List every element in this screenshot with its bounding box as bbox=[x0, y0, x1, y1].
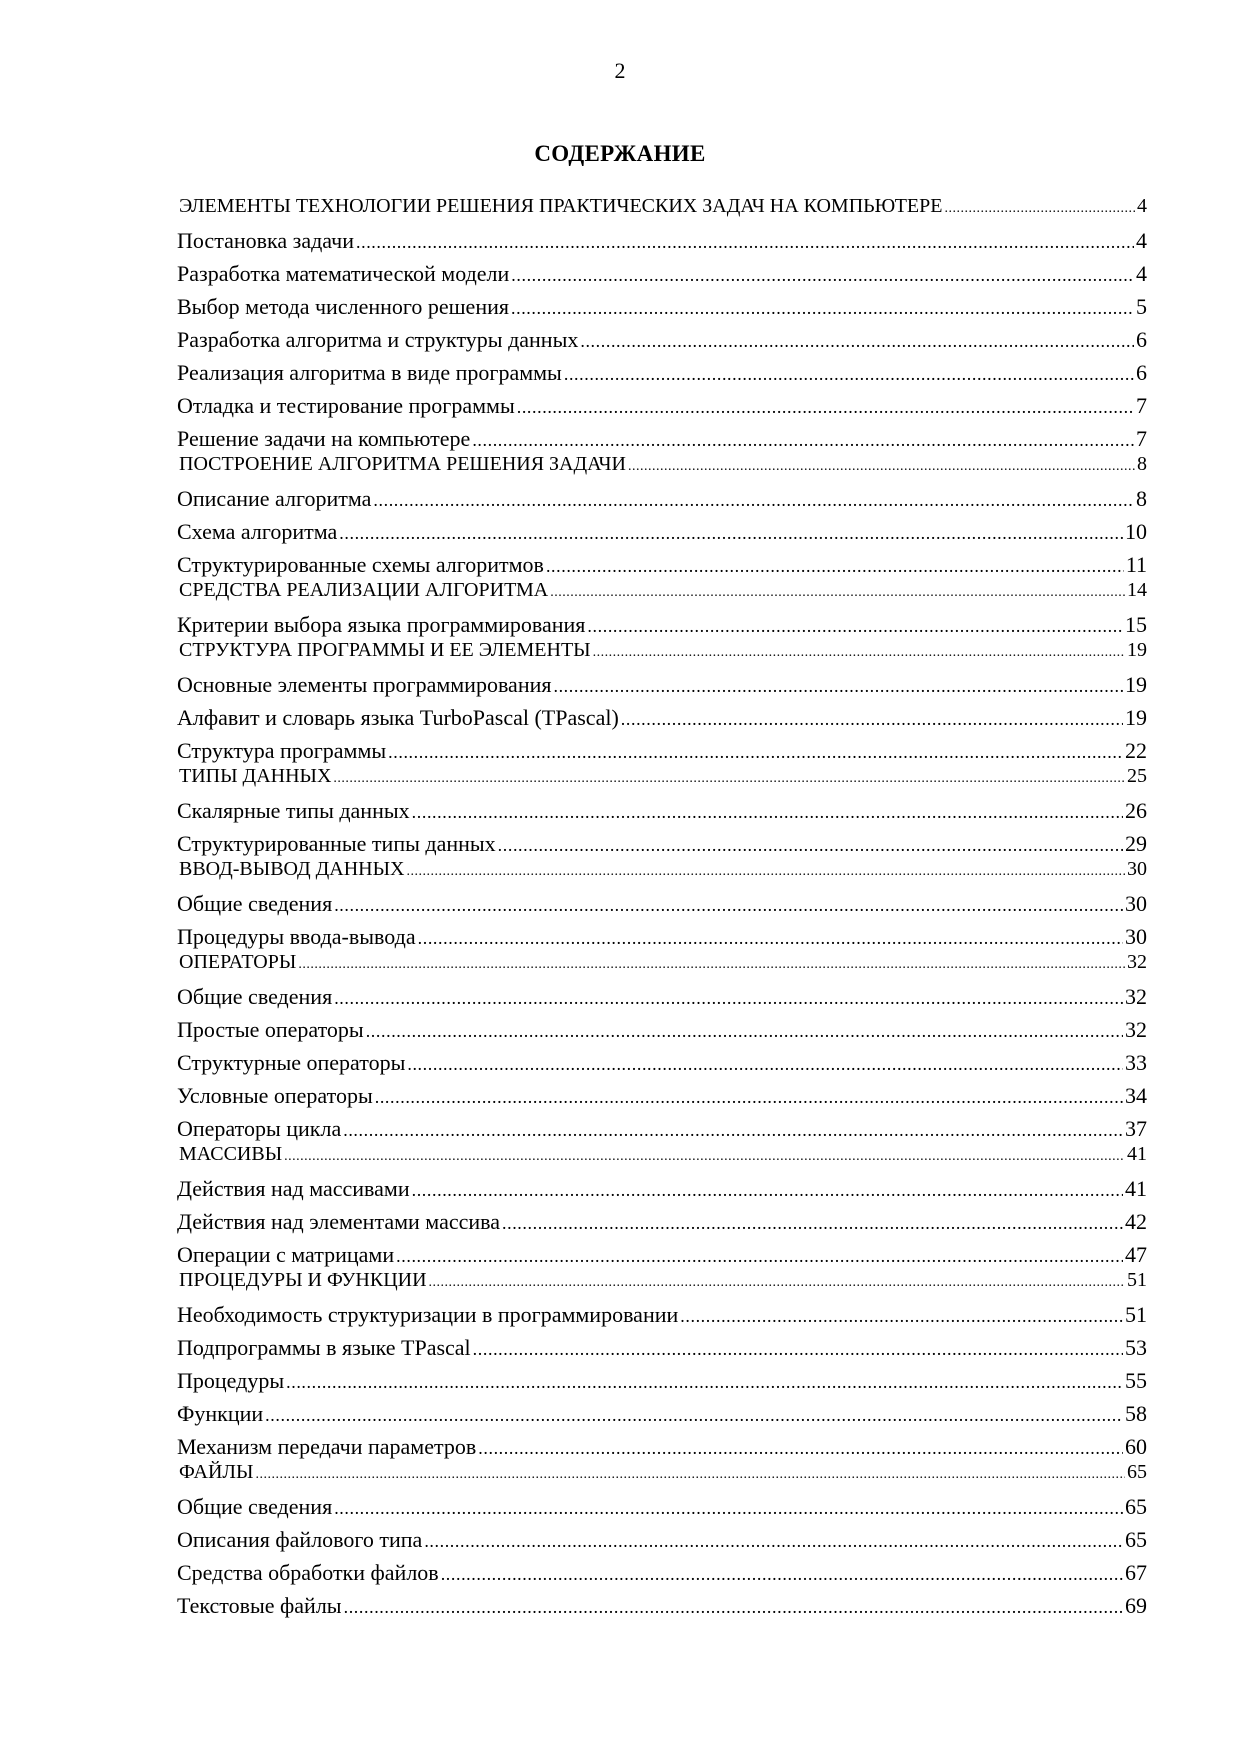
toc-dot-leader bbox=[441, 1564, 1123, 1585]
toc-entry-label: Разработка математической модели bbox=[177, 261, 510, 286]
toc-dot-leader bbox=[621, 709, 1123, 730]
toc-dot-leader bbox=[286, 1372, 1123, 1393]
toc-entry-page: 26 bbox=[1125, 798, 1147, 823]
toc-dot-leader bbox=[550, 585, 1125, 601]
toc-dot-leader bbox=[333, 771, 1125, 787]
toc-dot-leader bbox=[553, 676, 1123, 697]
toc-section-entry bbox=[177, 1560, 1147, 1586]
toc-dot-leader bbox=[339, 523, 1123, 544]
toc-entry-page: 6 bbox=[1136, 360, 1147, 385]
toc-entry-label: Структура программы bbox=[177, 738, 387, 763]
toc-entry-page: 69 bbox=[1125, 1593, 1147, 1618]
toc-chapter-entry bbox=[177, 195, 1147, 218]
toc-section-entry bbox=[177, 294, 1147, 320]
toc-entry-label: Структурные операторы bbox=[177, 1050, 406, 1075]
toc-entry-page: 15 bbox=[1125, 612, 1147, 637]
toc-section-entry bbox=[177, 984, 1147, 1010]
toc-entry-label: Отладка и тестирование программы bbox=[177, 393, 515, 418]
toc-section-entry bbox=[177, 831, 1147, 857]
toc-dot-leader bbox=[388, 742, 1123, 763]
toc-chapter-entry bbox=[177, 1461, 1147, 1484]
toc-dot-leader bbox=[593, 645, 1125, 661]
toc-entry-page: 25 bbox=[1127, 765, 1147, 787]
toc-section-entry bbox=[177, 738, 1147, 764]
toc-section-entry bbox=[177, 1083, 1147, 1109]
toc-entry-label: СТРУКТУРА ПРОГРАММЫ И ЕЕ ЭЛЕМЕНТЫ bbox=[179, 639, 591, 661]
toc-dot-leader bbox=[502, 1213, 1123, 1234]
toc-chapter-entry bbox=[177, 453, 1147, 476]
toc-entry-page: 65 bbox=[1125, 1527, 1147, 1552]
toc-dot-leader bbox=[498, 835, 1123, 856]
toc-dot-leader bbox=[344, 1597, 1123, 1618]
toc-entry-label: ЭЛЕМЕНТЫ ТЕХНОЛОГИИ РЕШЕНИЯ ПРАКТИЧЕСКИХ ЗАДАЧ НА КОМПЬЮТЕРЕ bbox=[179, 195, 943, 217]
toc-entry-label: ПРОЦЕДУРЫ И ФУНКЦИИ bbox=[179, 1269, 427, 1291]
toc-chapter-entry bbox=[177, 951, 1147, 974]
toc-entry-page: 47 bbox=[1125, 1242, 1147, 1267]
toc-chapter-entry bbox=[177, 1269, 1147, 1292]
toc-dot-leader bbox=[375, 1087, 1123, 1108]
toc-dot-leader bbox=[478, 1438, 1123, 1459]
toc-section-entry bbox=[177, 1176, 1147, 1202]
toc-dot-leader bbox=[356, 232, 1134, 253]
toc-entry-page: 32 bbox=[1127, 951, 1147, 973]
toc-entry-page: 14 bbox=[1127, 579, 1147, 601]
toc-entry-label: ОПЕРАТОРЫ bbox=[179, 951, 297, 973]
toc-entry-label: Операторы цикла bbox=[177, 1116, 342, 1141]
toc-entry-label: Операции с матрицами bbox=[177, 1242, 395, 1267]
toc-section-entry bbox=[177, 519, 1147, 545]
toc-dot-leader bbox=[396, 1246, 1123, 1267]
toc-dot-leader bbox=[412, 1180, 1123, 1201]
toc-dot-leader bbox=[429, 1275, 1125, 1291]
toc-dot-leader bbox=[564, 364, 1134, 385]
toc-dot-leader bbox=[284, 1149, 1125, 1165]
toc-dot-leader bbox=[473, 1339, 1123, 1360]
toc-entry-page: 55 bbox=[1125, 1368, 1147, 1393]
toc-dot-leader bbox=[366, 1021, 1123, 1042]
toc-entry-label: Описание алгоритма bbox=[177, 486, 372, 511]
toc-entry-page: 34 bbox=[1125, 1083, 1147, 1108]
toc-section-entry bbox=[177, 1494, 1147, 1520]
toc-entry-page: 32 bbox=[1125, 1017, 1147, 1042]
toc-entry-page: 19 bbox=[1125, 672, 1147, 697]
toc-section-entry bbox=[177, 1242, 1147, 1268]
toc-dot-leader bbox=[628, 459, 1135, 475]
toc-entry-page: 11 bbox=[1125, 552, 1147, 577]
toc-entry-label: МАССИВЫ bbox=[179, 1143, 283, 1165]
toc-entry-page: 42 bbox=[1125, 1209, 1147, 1234]
toc-entry-label: Необходимость структуризации в программировании bbox=[177, 1302, 679, 1327]
toc-entry-label: ПОСТРОЕНИЕ АЛГОРИТМА РЕШЕНИЯ ЗАДАЧИ bbox=[179, 453, 626, 475]
toc-entry-page: 8 bbox=[1137, 453, 1147, 475]
toc-section-entry bbox=[177, 1017, 1147, 1043]
toc-section-entry bbox=[177, 360, 1147, 386]
toc-entry-page: 33 bbox=[1125, 1050, 1147, 1075]
toc-dot-leader bbox=[472, 430, 1134, 451]
toc-dot-leader bbox=[546, 556, 1124, 577]
toc-entry-page: 41 bbox=[1127, 1143, 1147, 1165]
page-title: СОДЕРЖАНИЕ bbox=[534, 141, 706, 166]
toc-entry-label: Постановка задачи bbox=[177, 228, 354, 253]
toc-section-entry bbox=[177, 426, 1147, 452]
toc-section-entry bbox=[177, 1335, 1147, 1361]
toc-entry-page: 65 bbox=[1125, 1494, 1147, 1519]
toc-entry-label: Текстовые файлы bbox=[177, 1593, 342, 1618]
toc-entry-label: Основные элементы программирования bbox=[177, 672, 552, 697]
toc-section-entry bbox=[177, 1209, 1147, 1235]
toc-entry-label: ВВОД-ВЫВОД ДАННЫХ bbox=[179, 858, 405, 880]
toc-section-entry bbox=[177, 1368, 1147, 1394]
toc-entry-label: Решение задачи на компьютере bbox=[177, 426, 471, 451]
toc-dot-leader bbox=[298, 957, 1125, 973]
toc-entry-page: 6 bbox=[1136, 327, 1147, 352]
toc-entry-label: Критерии выбора языка программирования bbox=[177, 612, 586, 637]
toc-entry-label: Действия над массивами bbox=[177, 1176, 410, 1201]
toc-entry-label: Механизм передачи параметров bbox=[177, 1434, 477, 1459]
toc-entry-label: ТИПЫ ДАННЫХ bbox=[179, 765, 332, 787]
toc-entry-label: Простые операторы bbox=[177, 1017, 364, 1042]
toc-dot-leader bbox=[255, 1467, 1125, 1483]
toc-dot-leader bbox=[511, 298, 1134, 319]
toc-dot-leader bbox=[334, 988, 1123, 1009]
toc-section-entry bbox=[177, 798, 1147, 824]
toc-section-entry bbox=[177, 705, 1147, 731]
toc-section-entry bbox=[177, 612, 1147, 638]
toc-section-entry bbox=[177, 552, 1147, 578]
toc-section-entry bbox=[177, 327, 1147, 353]
toc-dot-leader bbox=[511, 265, 1134, 286]
toc-entry-page: 41 bbox=[1125, 1176, 1147, 1201]
toc-entry-page: 8 bbox=[1136, 486, 1147, 511]
toc-entry-page: 65 bbox=[1127, 1461, 1147, 1483]
toc-entry-label: Реализация алгоритма в виде программы bbox=[177, 360, 562, 385]
toc-entry-label: СРЕДСТВА РЕАЛИЗАЦИИ АЛГОРИТМА bbox=[179, 579, 549, 601]
toc-section-entry bbox=[177, 1050, 1147, 1076]
toc-entry-label: Общие сведения bbox=[177, 1494, 333, 1519]
toc-entry-label: Алфавит и словарь языка TurboPascal (TPascal) bbox=[177, 705, 619, 730]
toc-entry-label: Схема алгоритма bbox=[177, 519, 338, 544]
toc-entry-page: 30 bbox=[1125, 924, 1147, 949]
toc-entry-page: 7 bbox=[1136, 426, 1147, 451]
toc-entry-page: 4 bbox=[1137, 195, 1147, 217]
toc-chapter-entry bbox=[177, 858, 1147, 881]
toc-entry-page: 37 bbox=[1125, 1116, 1147, 1141]
toc-entry-page: 30 bbox=[1127, 858, 1147, 880]
toc-entry-label: Выбор метода численного решения bbox=[177, 294, 509, 319]
toc-section-entry bbox=[177, 1593, 1147, 1619]
toc-entry-label: Структурированные типы данных bbox=[177, 831, 496, 856]
toc-dot-leader bbox=[343, 1120, 1123, 1141]
toc-chapter-entry bbox=[177, 1143, 1147, 1166]
toc-dot-leader bbox=[418, 928, 1123, 949]
toc-entry-label: Описания файлового типа bbox=[177, 1527, 423, 1552]
toc-entry-page: 51 bbox=[1127, 1269, 1147, 1291]
toc-entry-page: 4 bbox=[1136, 228, 1147, 253]
toc-section-entry bbox=[177, 924, 1147, 950]
toc-section-entry bbox=[177, 261, 1147, 287]
toc-entry-page: 58 bbox=[1125, 1401, 1147, 1426]
page-number: 2 bbox=[614, 58, 626, 83]
toc-dot-leader bbox=[424, 1531, 1123, 1552]
toc-dot-leader bbox=[580, 331, 1134, 352]
toc-entry-label: Средства обработки файлов bbox=[177, 1560, 439, 1585]
toc-entry-page: 19 bbox=[1127, 639, 1147, 661]
toc-section-entry bbox=[177, 1116, 1147, 1142]
toc-entry-label: Структурированные схемы алгоритмов bbox=[177, 552, 544, 577]
toc-section-entry bbox=[177, 1302, 1147, 1328]
toc-entry-label: Условные операторы bbox=[177, 1083, 373, 1108]
toc-entry-label: Общие сведения bbox=[177, 984, 333, 1009]
toc-entry-label: Функции bbox=[177, 1401, 264, 1426]
toc-entry-label: Скалярные типы данных bbox=[177, 798, 410, 823]
toc-entry-page: 5 bbox=[1136, 294, 1147, 319]
toc-dot-leader bbox=[412, 802, 1123, 823]
toc-dot-leader bbox=[944, 201, 1135, 217]
toc-dot-leader bbox=[680, 1306, 1123, 1327]
toc-chapter-entry bbox=[177, 765, 1147, 788]
toc-entry-label: ФАЙЛЫ bbox=[179, 1461, 254, 1483]
toc-entry-page: 22 bbox=[1125, 738, 1147, 763]
toc-entry-page: 4 bbox=[1136, 261, 1147, 286]
toc-entry-label: Подпрограммы в языке TPascal bbox=[177, 1335, 471, 1360]
toc-entry-page: 7 bbox=[1136, 393, 1147, 418]
toc-entry-page: 30 bbox=[1125, 891, 1147, 916]
toc-entry-page: 67 bbox=[1125, 1560, 1147, 1585]
toc-section-entry bbox=[177, 228, 1147, 254]
toc-dot-leader bbox=[407, 1054, 1123, 1075]
toc-section-entry bbox=[177, 1401, 1147, 1427]
toc-entry-page: 29 bbox=[1125, 831, 1147, 856]
toc-section-entry bbox=[177, 672, 1147, 698]
toc-section-entry bbox=[177, 393, 1147, 419]
toc-section-entry bbox=[177, 486, 1147, 512]
toc-dot-leader bbox=[517, 397, 1134, 418]
toc-dot-leader bbox=[265, 1405, 1123, 1426]
toc-dot-leader bbox=[373, 490, 1134, 511]
toc-chapter-entry bbox=[177, 639, 1147, 662]
toc-dot-leader bbox=[587, 616, 1123, 637]
toc-section-entry bbox=[177, 891, 1147, 917]
toc-entry-page: 10 bbox=[1125, 519, 1147, 544]
toc-entry-page: 51 bbox=[1125, 1302, 1147, 1327]
toc-section-entry bbox=[177, 1434, 1147, 1460]
toc-entry-page: 53 bbox=[1125, 1335, 1147, 1360]
toc-entry-page: 19 bbox=[1125, 705, 1147, 730]
toc-entry-label: Действия над элементами массива bbox=[177, 1209, 500, 1234]
toc-entry-page: 60 bbox=[1125, 1434, 1147, 1459]
toc-dot-leader bbox=[407, 864, 1126, 880]
toc-entry-label: Процедуры ввода-вывода bbox=[177, 924, 416, 949]
toc-entry-label: Общие сведения bbox=[177, 891, 333, 916]
toc-entry-label: Процедуры bbox=[177, 1368, 285, 1393]
toc-dot-leader bbox=[334, 895, 1123, 916]
toc-chapter-entry bbox=[177, 579, 1147, 602]
toc-section-entry bbox=[177, 1527, 1147, 1553]
toc-dot-leader bbox=[334, 1498, 1123, 1519]
toc-entry-label: Разработка алгоритма и структуры данных bbox=[177, 327, 579, 352]
toc-entry-page: 32 bbox=[1125, 984, 1147, 1009]
